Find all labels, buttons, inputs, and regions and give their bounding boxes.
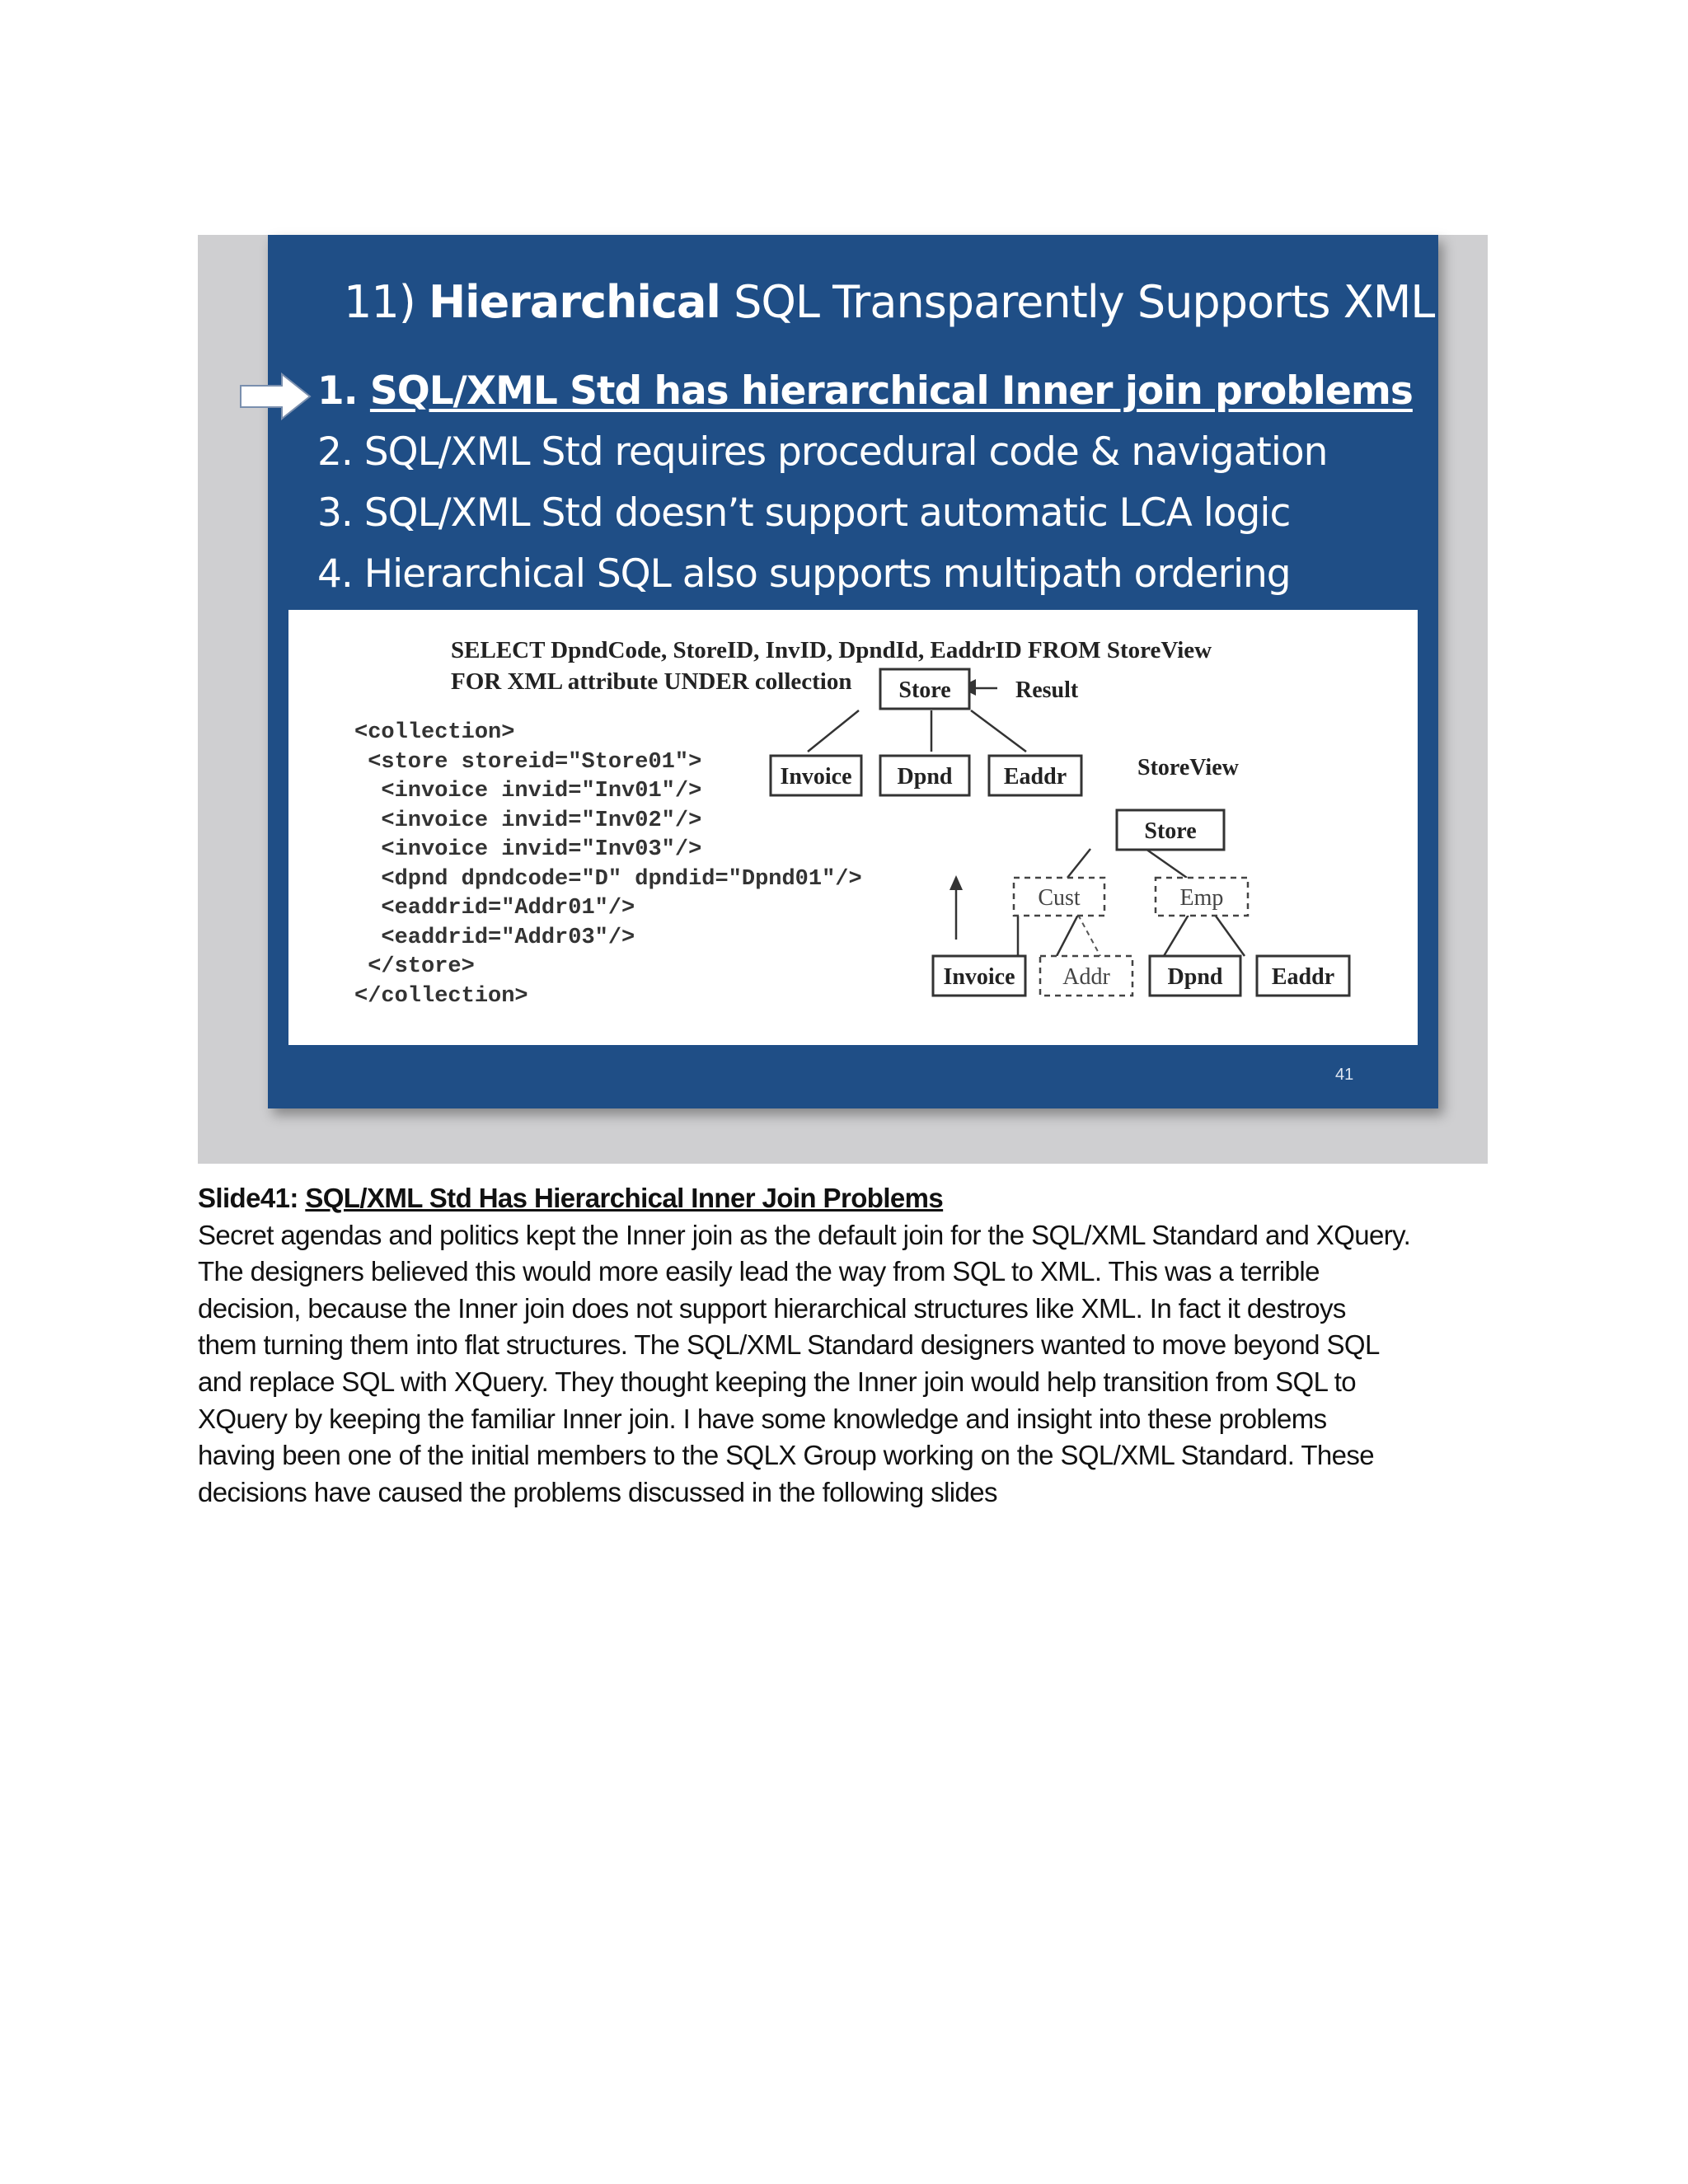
caption-line: them turning them into flat structures. The SQL/XML Standard designers wanted to move beyond SQL	[198, 1329, 1380, 1361]
node-label: Dpnd	[1167, 964, 1223, 990]
up-arrow-icon	[950, 875, 963, 890]
point-1	[317, 368, 1413, 414]
caption-line: decision, because the Inner join does not support hierarchical structures like XML. In fact it destroys	[198, 1292, 1346, 1324]
node-addr	[1040, 956, 1132, 996]
node-label: Store	[1144, 818, 1197, 844]
node-emp	[1156, 878, 1248, 916]
point-1-number: 1.	[317, 368, 370, 414]
caption-line: decisions have caused the problems discussed in the following slides	[198, 1476, 997, 1507]
sql-line: SELECT DpndCode, StoreID, InvID, DpndId, EaddrID FROM StoreView	[451, 637, 1212, 663]
node-label: Dpnd	[897, 764, 953, 790]
example-panel	[288, 610, 1418, 1045]
caption-line: The designers believed this would more easily lead the way from SQL to XML. This was a terrible	[198, 1256, 1320, 1287]
caption-heading-link: SQL/XML Std Has Hierarchical Inner Join Problems	[305, 1183, 944, 1213]
point-3: 3. SQL/XML Std doesn’t support automatic LCA logic	[317, 490, 1291, 536]
hierarchy-diagram	[288, 610, 1418, 1045]
node-invoice-result	[771, 756, 861, 795]
node-eaddr-result	[989, 756, 1081, 795]
xml-line: <eaddrid="Addr03"/>	[354, 925, 635, 950]
storeview-label: StoreView	[1137, 755, 1239, 780]
slide-caption	[198, 1180, 1492, 1511]
title-prefix: 11)	[344, 276, 429, 328]
title-bold: Hierarchical	[428, 276, 720, 328]
caption-line: Secret agendas and politics kept the Inner join as the default join for the SQL/XML Standard and XQuery.	[198, 1219, 1411, 1250]
arrow-right-icon	[239, 372, 313, 421]
node-label: Eaddr	[1271, 964, 1335, 990]
title-rest: SQL Transparently Supports XML	[720, 276, 1435, 328]
node-label: Invoice	[780, 764, 852, 790]
point-2: 2. SQL/XML Std requires procedural code & navigation	[317, 429, 1328, 475]
node-label: Invoice	[943, 964, 1015, 990]
sql-line: FOR XML attribute UNDER collection	[451, 668, 852, 695]
node-dpnd-result	[880, 756, 969, 795]
caption-line: and replace SQL with XQuery. They thought keeping the Inner join would help transition from SQL to	[198, 1366, 1357, 1397]
caption-label: Slide41:	[198, 1183, 306, 1213]
xml-line: </store>	[354, 954, 475, 979]
slide-number: 41	[1335, 1066, 1354, 1084]
caption-line: having been one of the initial members to the SQLX Group working on the SQL/XML Standard. These	[198, 1440, 1375, 1471]
node-invoice-view	[933, 956, 1025, 996]
xml-line: <collection>	[354, 720, 515, 745]
caption-line: XQuery by keeping the familiar Inner join. I have some knowledge and insight into these problems	[198, 1403, 1327, 1434]
node-cust	[1014, 878, 1104, 916]
result-label: Result	[1015, 677, 1079, 703]
xml-line: <invoice invid="Inv03"/>	[354, 837, 702, 862]
xml-line: <store storeid="Store01">	[354, 749, 702, 775]
slide	[268, 235, 1438, 1108]
node-label: Eaddr	[1003, 764, 1067, 790]
slide-title	[344, 276, 1434, 328]
caption-heading	[198, 1180, 1492, 1217]
xml-line: <dpnd dpndcode="D" dpndid="Dpnd01"/>	[354, 866, 862, 892]
node-label: Store	[898, 677, 951, 703]
node-dpnd-view	[1150, 956, 1240, 996]
xml-line: </collection>	[354, 983, 528, 1009]
point-4: 4. Hierarchical SQL also supports multipath ordering	[317, 551, 1291, 597]
node-label: Cust	[1038, 885, 1081, 911]
dashed-edge	[1078, 915, 1100, 956]
node-label: Emp	[1179, 885, 1224, 911]
slide-image-frame	[198, 235, 1488, 1164]
point-1-text: SQL/XML Std has hierarchical Inner join problems	[369, 368, 1413, 414]
xml-line: <invoice invid="Inv02"/>	[354, 808, 702, 833]
node-eaddr-view	[1257, 956, 1349, 996]
node-store-result	[880, 669, 969, 709]
node-store-view	[1117, 810, 1224, 850]
xml-line: <invoice invid="Inv01"/>	[354, 779, 702, 804]
node-label: Addr	[1062, 964, 1110, 990]
xml-line: <eaddrid="Addr01"/>	[354, 896, 635, 921]
